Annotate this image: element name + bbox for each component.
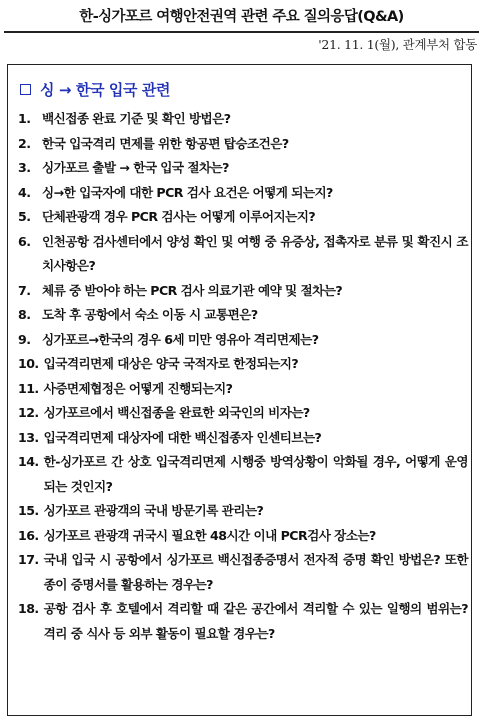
question-number: 7.	[18, 282, 31, 298]
question-number: 3.	[18, 160, 31, 175]
question-number: 18.	[18, 601, 39, 616]
question-number: 16.	[18, 527, 39, 543]
document-header	[0, 0, 483, 30]
question-item	[18, 352, 468, 377]
question-item	[18, 132, 468, 157]
question-text: 싱가포르에서 백신접종을 완료한 외국인의 비자는?	[43, 405, 310, 420]
question-item	[18, 597, 468, 646]
section-heading-text: 싱 → 한국 입국 관련	[40, 81, 171, 99]
question-item	[18, 426, 468, 451]
question-text: 싱→한 입국자에 대한 PCR 검사 요건은 어떻게 되는지?	[42, 184, 333, 200]
question-text: 사증면제협정은 어떻게 진행되는지?	[43, 380, 233, 396]
question-number: 15.	[18, 503, 39, 518]
question-text: 싱가포르 출발 → 한국 입국 절차는?	[42, 160, 229, 175]
question-text: 싱가포르 관광객 귀국시 필요한 48시간 이내 PCR검사 장소는?	[43, 527, 376, 543]
question-number: 17.	[18, 552, 39, 567]
question-number: 2.	[18, 135, 31, 151]
question-item	[18, 450, 468, 499]
question-number: 10.	[18, 356, 39, 371]
question-item	[18, 328, 468, 353]
question-item	[18, 107, 468, 132]
question-text: 한국 입국격리 면제를 위한 항공편 탑승조건은?	[42, 135, 289, 151]
question-number: 4.	[18, 184, 31, 200]
question-text: 싱가포르 관광객의 국내 방문기록 관리는?	[43, 503, 264, 518]
document-title: 한-싱가포르 여행안전권역 관련 주요 질의응답(Q&A)	[79, 8, 404, 25]
title-underline	[4, 31, 479, 33]
question-text: 도착 후 공항에서 숙소 이동 시 교통편은?	[42, 307, 258, 322]
question-number: 5.	[18, 209, 31, 224]
question-item	[18, 181, 468, 206]
question-item	[18, 156, 468, 181]
question-number: 1.	[18, 111, 31, 126]
question-number: 11.	[18, 380, 39, 396]
question-text: 백신접종 완료 기준 및 확인 방법은?	[42, 111, 231, 126]
question-item	[18, 524, 468, 549]
question-text: 싱가포르→한국의 경우 6세 미만 영유아 격리면제는?	[42, 331, 319, 347]
question-number: 14.	[18, 454, 39, 469]
qa-panel	[7, 64, 472, 716]
question-number: 6.	[18, 233, 31, 249]
question-item	[18, 401, 468, 426]
question-number: 9.	[18, 331, 31, 347]
question-text: 입국격리면제 대상은 양국 국적자로 한정되는지?	[43, 356, 299, 371]
question-item	[18, 303, 468, 328]
question-item	[18, 377, 468, 402]
question-item	[18, 205, 468, 230]
date-and-issuer: '21. 11. 1(월), 관계부처 합동	[318, 37, 477, 52]
question-number: 8.	[18, 307, 31, 322]
question-item	[18, 230, 468, 279]
question-text: 공항 검사 후 호텔에서 격리할 때 같은 공간에서 격리할 수 있는 일행의 범위는? 격리 중 식사 등 외부 활동이 필요할 경우는?	[43, 601, 468, 641]
question-item	[18, 548, 468, 597]
question-item	[18, 499, 468, 524]
question-number: 12.	[18, 405, 39, 420]
question-text: 국내 입국 시 공항에서 싱가포르 백신접종증명서 전자적 증명 확인 방법은? 또한 종이 증명서를 활용하는 경우는?	[43, 552, 468, 592]
question-list	[18, 107, 468, 646]
question-item	[18, 279, 468, 304]
question-number: 13.	[18, 429, 39, 445]
question-text: 체류 중 받아야 하는 PCR 검사 의료기관 예약 및 절차는?	[42, 282, 343, 298]
question-text: 입국격리면제 대상자에 대한 백신접종자 인센티브는?	[43, 429, 322, 445]
question-text: 인천공항 검사센터에서 양성 확인 및 여행 중 유증상, 접촉자로 분류 및 확진시 조치사항은?	[42, 233, 468, 273]
square-outline-icon	[20, 84, 31, 95]
question-text: 한-싱가포르 간 상호 입국격리면제 시행중 방역상황이 악화될 경우, 어떻게 운영되는 것인지?	[43, 454, 468, 494]
section-heading	[20, 79, 170, 100]
question-text: 단체관광객 경우 PCR 검사는 어떻게 이루어지는지?	[42, 209, 316, 224]
